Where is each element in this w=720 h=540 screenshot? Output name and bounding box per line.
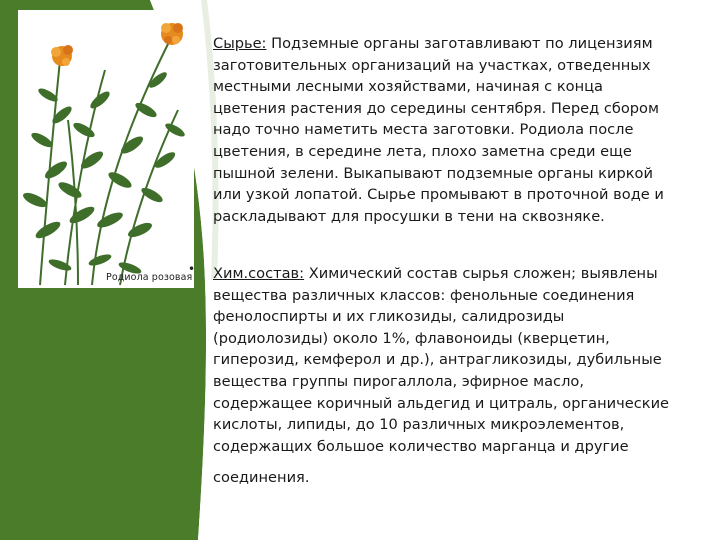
paragraph-line: или узкой лопатой. Сырье промывают в проточной воде и (213, 186, 664, 204)
paragraph-line: цветения, в середине лета, плохо заметна среди еще (213, 142, 632, 160)
paragraph-line (213, 33, 718, 55)
paragraph-line: содержащих большое количество марганца и другие (213, 437, 629, 455)
paragraph-line: вещества группы пирогаллола, эфирное масло, (213, 372, 584, 390)
paragraph-chemistry (213, 263, 718, 489)
line-text: Химический состав сырья сложен; выявлены (304, 265, 658, 282)
term-chemistry: Хим.состав: (213, 265, 305, 282)
term-raw-material: Сырье: (213, 35, 267, 52)
paragraph-line: местными лесными хозяйствами, начиная с конца (213, 78, 603, 96)
paragraph-line: (родиолозиды) около 1%, флавоноиды (кверцетин, (213, 329, 610, 347)
paragraph-line: фенолоспирты и их гликозиды, салидрозиды (213, 308, 565, 326)
paragraph-line: пышной зелени. Выкапывают подземные органы киркой (213, 164, 653, 182)
paragraph-raw-material (213, 33, 718, 227)
paragraph-line: содержащее коричный альдегид и цитраль, органические (213, 394, 670, 412)
line-text: Подземные органы заготавливают по лицензиям (266, 35, 653, 52)
image-caption: Родиола розовая (106, 272, 193, 283)
paragraph-line: соединения. (213, 469, 310, 487)
paragraph-line (213, 263, 718, 285)
paragraph-line: вещества различных классов: фенольные соединения (213, 286, 635, 304)
plant-illustration-backdrop (18, 10, 194, 288)
paragraph-line: заготовительных организаций на участках, отведенных (213, 56, 651, 74)
paragraph-line: цветения растения до середины сентября. Перед сбором (213, 99, 659, 117)
bullet-dot: • (188, 262, 196, 276)
paragraph-line: гиперозид, кемферол и др.), антрагликозиды, дубильные (213, 351, 662, 369)
paragraph-line: надо точно наметить места заготовки. Родиола после (213, 121, 634, 139)
paragraph-line: раскладывают для просушки в тени на сквозняке. (213, 207, 605, 225)
paragraph-line: кислоты, липиды, до 10 различных микроэлементов, (213, 416, 625, 434)
